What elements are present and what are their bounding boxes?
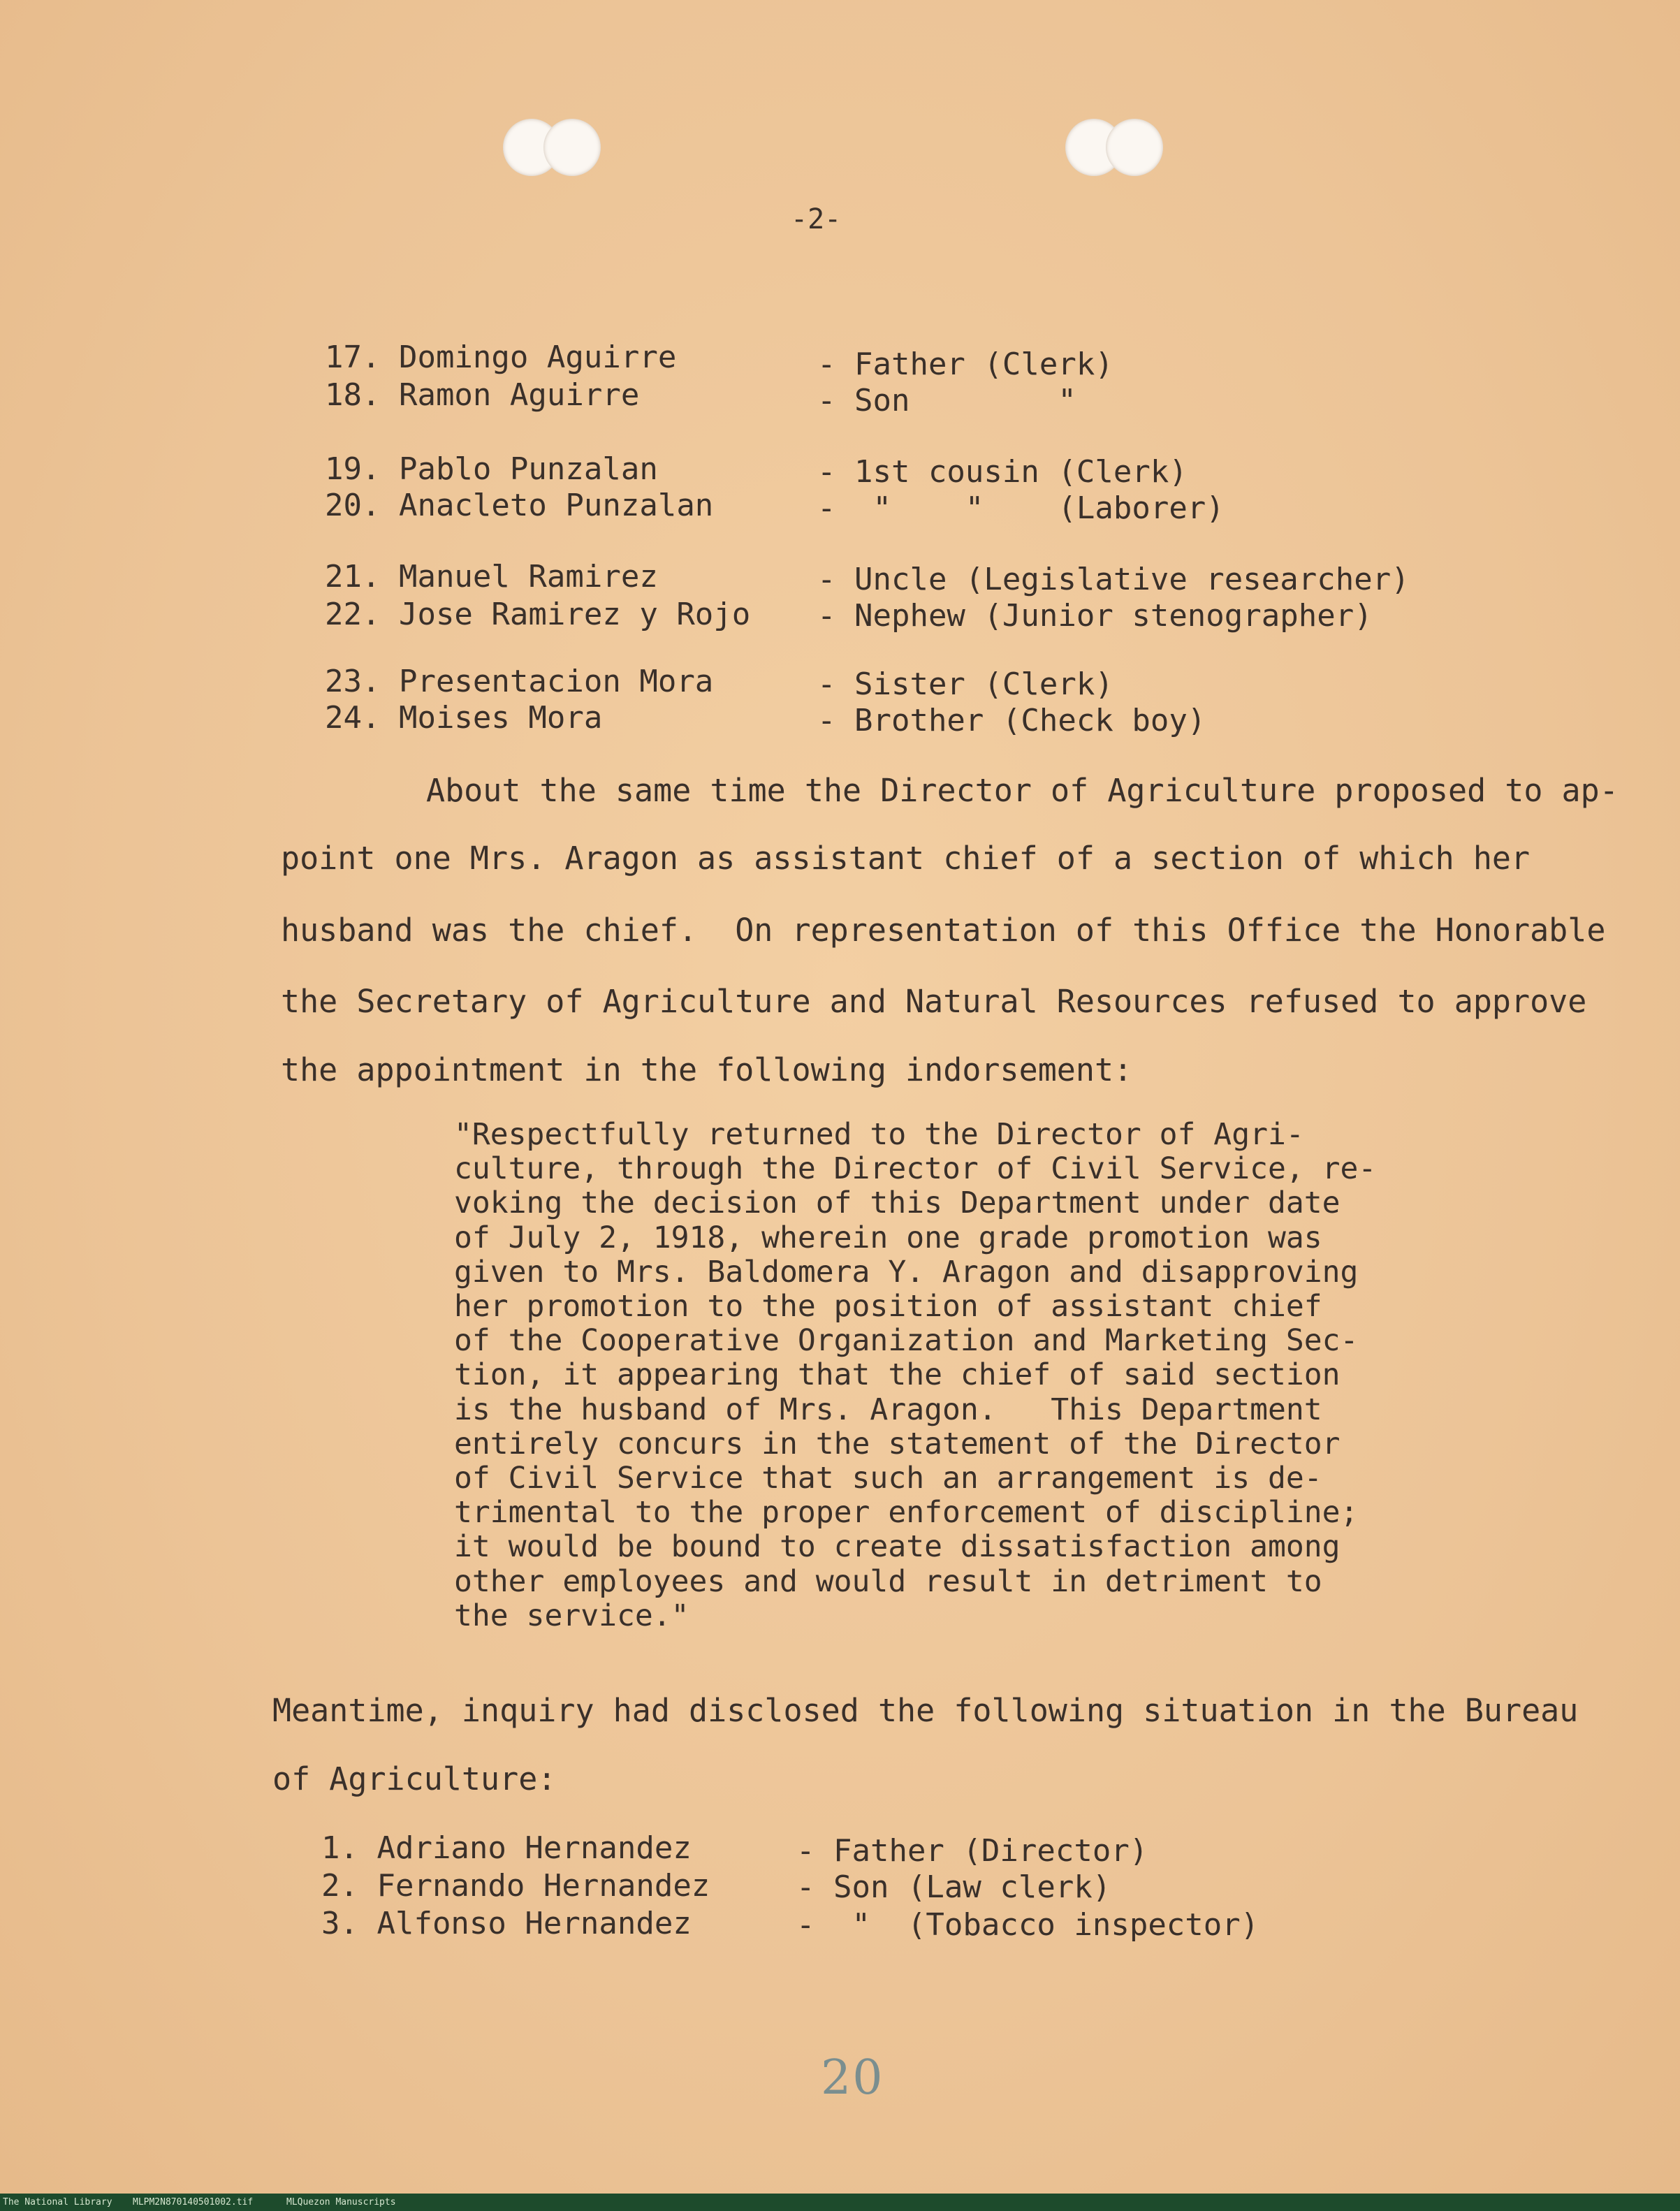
archive-footer-bar [0, 2194, 1680, 2211]
list-item-name: 19. Pablo Punzalan [325, 451, 658, 487]
quote-line: given to Mrs. Baldomera Y. Aragon and disapproving [454, 1254, 1359, 1290]
list-item-name: 1. Adriano Hernandez [321, 1830, 692, 1866]
footer-filename: MLPM2N870140501002.tif [133, 2197, 254, 2208]
list-item-relation: - " (Tobacco inspector) [796, 1907, 1259, 1943]
list-item-name: 21. Manuel Ramirez [325, 559, 658, 594]
body-text-line: the Secretary of Agriculture and Natural Resources refused to approve [281, 983, 1587, 1020]
quote-line: her promotion to the position of assistant chief [454, 1289, 1322, 1325]
body-text-line: of Agriculture: [272, 1760, 557, 1797]
quote-line: tion, it appearing that the chief of said section [454, 1357, 1341, 1393]
list-item-relation: - Brother (Check boy) [817, 703, 1206, 738]
punch-hole-right [1065, 119, 1163, 176]
body-text-line: point one Mrs. Aragon as assistant chief of a section of which her [281, 840, 1531, 877]
block-quote [454, 1118, 1376, 1633]
quote-line: the service." [454, 1598, 689, 1633]
quote-line: of the Cooperative Organization and Marketing Sec- [454, 1323, 1359, 1359]
list-item-name: 3. Alfonso Hernandez [321, 1906, 692, 1941]
list-item-relation: - Father (Director) [796, 1833, 1148, 1869]
quote-line: voking the decision of this Department under date [454, 1185, 1341, 1221]
list-item-relation: - Nephew (Junior stenographer) [817, 598, 1373, 634]
quote-line: of Civil Service that such an arrangement is de- [454, 1461, 1322, 1496]
quote-line: it would be bound to create dissatisfaction among [454, 1529, 1341, 1565]
quote-line: "Respectfully returned to the Director of Agri- [454, 1117, 1304, 1152]
list-item-relation: - 1st cousin (Clerk) [817, 454, 1188, 490]
list-item-name: 22. Jose Ramirez y Rojo [325, 597, 751, 632]
list-item-name: 20. Anacleto Punzalan [325, 488, 714, 523]
quote-line: of July 2, 1918, wherein one grade promotion was [454, 1220, 1322, 1255]
list-item-relation: - Father (Clerk) [817, 346, 1113, 382]
body-text-line: Meantime, inquiry had disclosed the following situation in the Bureau [272, 1692, 1579, 1729]
list-item-name: 17. Domingo Aguirre [325, 340, 677, 375]
list-item-relation: - Uncle (Legislative researcher) [817, 562, 1410, 597]
body-text-line: husband was the chief. On representation of this Office the Honorable [281, 912, 1606, 949]
page-marker: -2- [791, 203, 842, 235]
list-item-name: 18. Ramon Aguirre [325, 377, 640, 413]
quote-line: entirely concurs in the statement of the Director [454, 1426, 1341, 1461]
quote-line: trimental to the proper enforcement of discipline; [454, 1495, 1359, 1531]
page-number-stamp: 20 [821, 2050, 884, 2106]
body-text-line: the appointment in the following indorsement: [281, 1051, 1133, 1088]
footer-collection: MLQuezon Manuscripts [286, 2197, 396, 2208]
punch-hole-left [503, 119, 601, 176]
list-item-relation: - " " (Laborer) [817, 490, 1225, 526]
body-text-line: About the same time the Director of Agriculture proposed to ap- [426, 772, 1619, 809]
list-item-relation: - Son (Law clerk) [796, 1869, 1111, 1905]
quote-line: culture, through the Director of Civil Service, re- [454, 1151, 1377, 1187]
list-item-relation: - Sister (Clerk) [817, 666, 1113, 702]
list-item-name: 2. Fernando Hernandez [321, 1868, 710, 1904]
list-item-name: 23. Presentacion Mora [325, 664, 714, 699]
quote-line: other employees and would result in detriment to [454, 1563, 1322, 1599]
quote-line: is the husband of Mrs. Aragon. This Department [454, 1392, 1322, 1427]
list-item-relation: - Son " [817, 383, 1076, 418]
footer-library: The National Library [3, 2197, 112, 2208]
list-item-name: 24. Moises Mora [325, 700, 603, 736]
